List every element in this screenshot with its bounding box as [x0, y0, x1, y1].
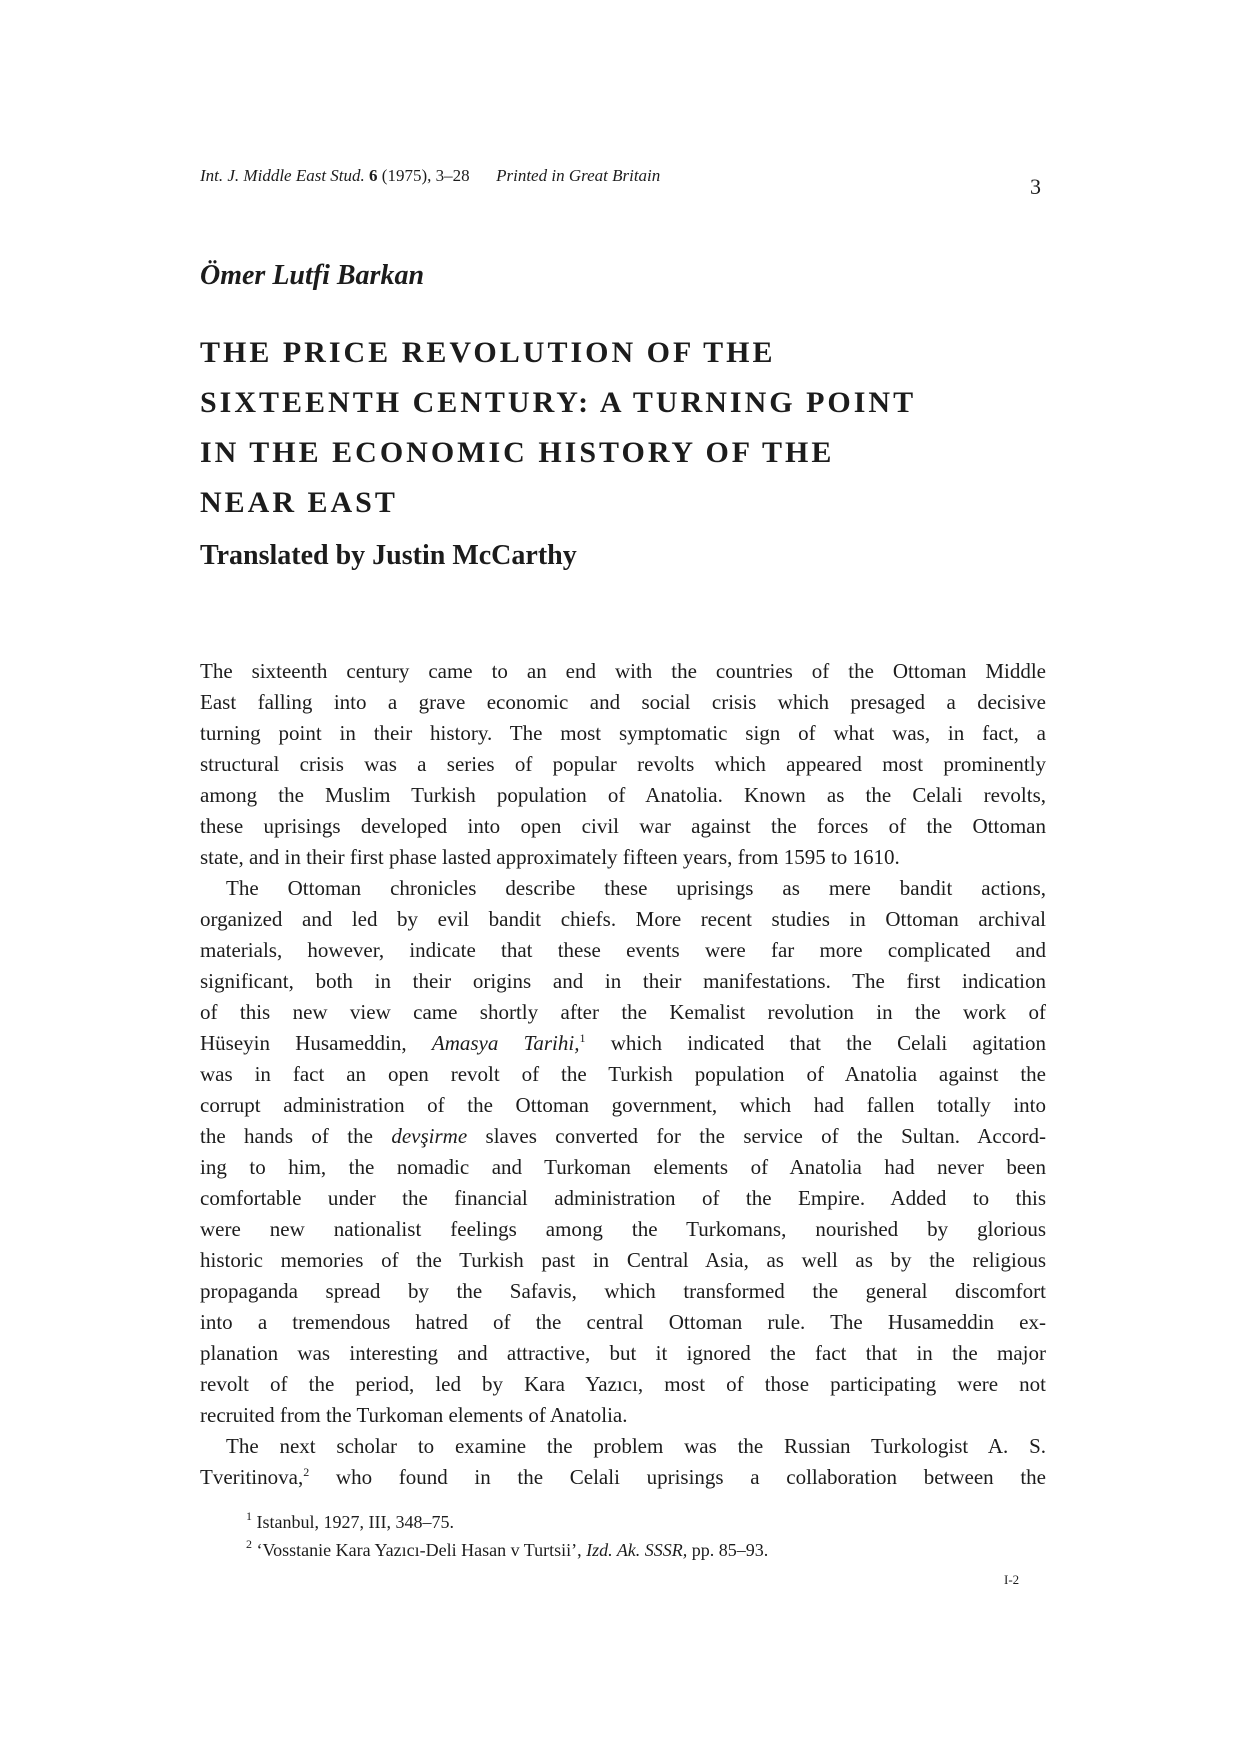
title-line: SIXTEENTH CENTURY: A TURNING POINT: [200, 386, 917, 419]
text-line: recruited from the Turkoman elements of Anatolia.: [200, 1403, 628, 1427]
text-line: [200, 1028, 1046, 1059]
text-line: materials, however, indicate that these events were far more complicated and: [200, 938, 1046, 962]
text-line: state, and in their first phase lasted approximately fifteen years, from 1595 to 1610.: [200, 845, 900, 869]
footnote-2: [246, 1536, 768, 1564]
text-line: these uprisings developed into open civil war against the forces of the Ottoman: [200, 814, 1046, 838]
text-line: historic memories of the Turkish past in Central Asia, as well as by the religious: [200, 1248, 1046, 1272]
footnote-text: ‘Vosstanie Kara Yazıcı-Deli Hasan v Turtsii’,: [256, 1540, 582, 1560]
text-line: comfortable under the financial administration of the Empire. Added to this: [200, 1186, 1046, 1210]
text-segment: who found in the Celali uprisings a collaboration between the: [335, 1465, 1047, 1489]
text-line: propaganda spread by the Safavis, which transformed the general discomfort: [200, 1279, 1046, 1303]
footnotes: [246, 1508, 768, 1564]
text-line: into a tremendous hatred of the central Ottoman rule. The Husameddin ex-: [200, 1310, 1046, 1334]
page-number: 3: [1030, 174, 1041, 199]
text-segment: Hüseyin Husameddin,: [200, 1031, 407, 1055]
text-line: were new nationalist feelings among the Turkomans, nourished by glorious: [200, 1217, 1046, 1241]
text-line: The next scholar to examine the problem was the Russian Turkologist A. S.: [226, 1434, 1046, 1458]
text-line: East falling into a grave economic and social crisis which presaged a decisive: [200, 690, 1046, 714]
text-line: [200, 1121, 1046, 1152]
signature-mark: I-2: [1004, 1572, 1020, 1587]
footnote-mark: 2: [246, 1537, 252, 1551]
text-segment: Tveritinova,: [200, 1465, 304, 1489]
journal-year-pages: (1975), 3–28: [381, 166, 470, 185]
journal-volume: 6: [369, 166, 378, 185]
text-line: turning point in their history. The most symptomatic sign of what was, in fact, a: [200, 721, 1046, 745]
footnote-text: Istanbul, 1927, III, 348–75.: [256, 1512, 454, 1532]
text-line: corrupt administration of the Ottoman government, which had fallen totally into: [200, 1093, 1046, 1117]
text-segment: which indicated that the Celali agitation: [610, 1031, 1046, 1055]
footnote-mark: 1: [246, 1509, 252, 1523]
text-segment: the hands of the: [200, 1124, 373, 1148]
footnote-1: [246, 1508, 768, 1536]
text-line: structural crisis was a series of popular revolts which appeared most prominently: [200, 752, 1046, 776]
journal-name: Int. J. Middle East Stud.: [200, 166, 365, 185]
text-segment: slaves converted for the service of the Sultan. Accord-: [485, 1124, 1047, 1148]
text-line: of this new view came shortly after the Kemalist revolution in the work of: [200, 1000, 1046, 1024]
article-title: [200, 328, 1080, 528]
text-line: The sixteenth century came to an end with the countries of the Ottoman Middle: [200, 659, 1046, 683]
text-line: [200, 1462, 1046, 1493]
text-line: among the Muslim Turkish population of Anatolia. Known as the Celali revolts,: [200, 783, 1046, 807]
title-line: THE PRICE REVOLUTION OF THE: [200, 336, 776, 369]
text-line: organized and led by evil bandit chiefs. More recent studies in Ottoman archival: [200, 907, 1046, 931]
text-line: The Ottoman chronicles describe these uprisings as mere bandit actions,: [226, 876, 1046, 900]
footnote-text: pp. 85–93.: [691, 1540, 769, 1560]
author-name: Ömer Lutfi Barkan: [200, 260, 425, 291]
footnote-italic: Izd. Ak. SSSR,: [586, 1540, 688, 1560]
footnote-ref[interactable]: 2: [303, 1465, 310, 1479]
text-line: revolt of the period, led by Kara Yazıcı, most of those participating were not: [200, 1372, 1046, 1396]
title-line: NEAR EAST: [200, 486, 398, 519]
text-line: was in fact an open revolt of the Turkish population of Anatolia against the: [200, 1062, 1046, 1086]
italic-title: Amasya Tarihi,: [431, 1031, 580, 1055]
text-line: significant, both in their origins and in their manifestations. The first indication: [200, 969, 1046, 993]
italic-term: devşirme: [391, 1124, 468, 1148]
translator-credit: Translated by Justin McCarthy: [200, 540, 577, 571]
running-head: [200, 166, 660, 186]
title-line: IN THE ECONOMIC HISTORY OF THE: [200, 436, 835, 469]
text-line: planation was interesting and attractive, but it ignored the fact that in the major: [200, 1341, 1046, 1365]
body-text: [200, 656, 1046, 1493]
footnote-ref[interactable]: 1: [579, 1031, 586, 1045]
text-line: ing to him, the nomadic and Turkoman elements of Anatolia had never been: [200, 1155, 1046, 1179]
printed-note: Printed in Great Britain: [496, 166, 661, 185]
